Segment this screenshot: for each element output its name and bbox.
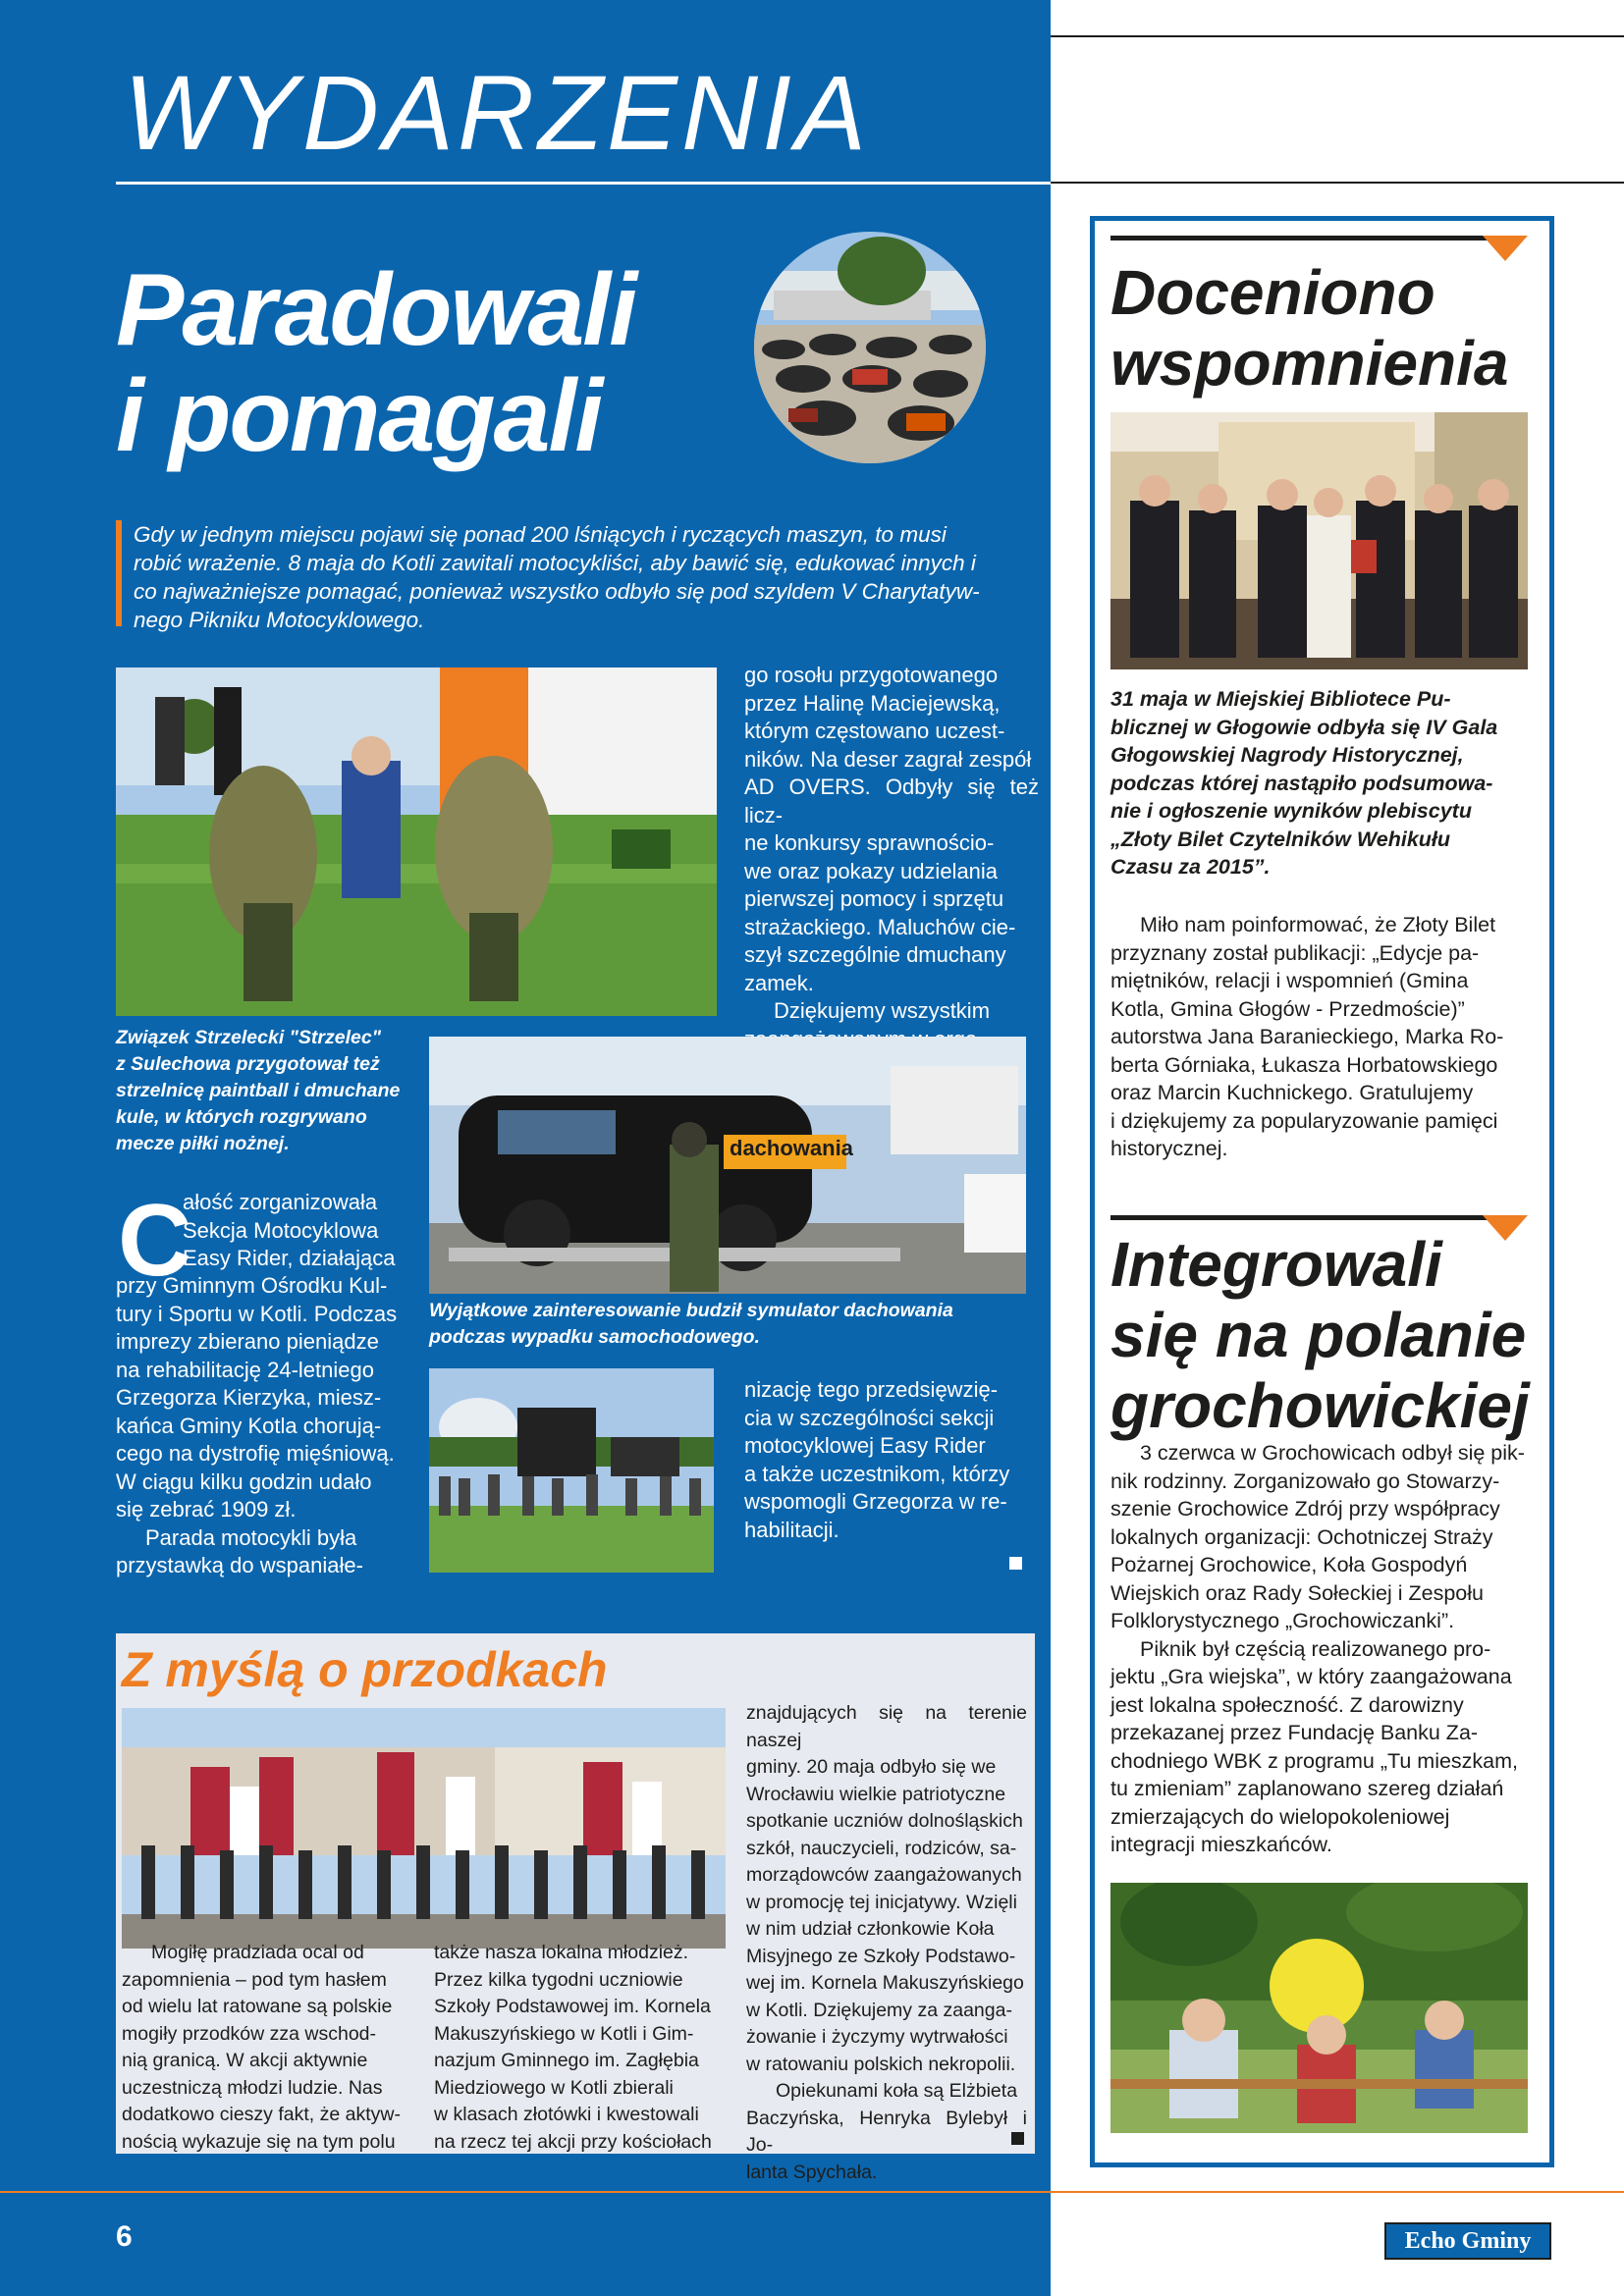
headline-line-1: Paradowali xyxy=(116,253,636,367)
parade-crowd-photo xyxy=(429,1368,714,1573)
text-line: przez Halinę Maciejewską, xyxy=(744,690,1001,716)
caption-line: mecze piłki nożnej. xyxy=(116,1133,290,1154)
page-number: 6 xyxy=(116,2220,133,2253)
text-line: zapomnienia – pod tym hasłem xyxy=(122,1968,387,1991)
text-line: dodatkowo cieszy fakt, że aktyw- xyxy=(122,2104,401,2125)
text-line: nazjum Gminnego im. Zagłębia xyxy=(434,2050,699,2071)
text-line: Grzegorza Kierzyka, miesz- xyxy=(116,1385,382,1410)
text-line: w ratowaniu polskich nekropolii. xyxy=(746,2053,1016,2075)
text-line: się zebrać 1909 zł. xyxy=(116,1497,297,1522)
text-line: lokalnych organizacji: Ochotniczej Straży xyxy=(1110,1524,1493,1549)
title-line: wspomnienia xyxy=(1110,328,1509,399)
text-line: Easy Rider, działająca xyxy=(183,1246,396,1270)
text-line: we oraz pokazy udzielania xyxy=(744,858,999,883)
text-line: przystawką do wspaniałe- xyxy=(116,1553,363,1577)
caption-line: podczas której nastąpiło podsumowa- xyxy=(1110,771,1493,795)
text-line: pierwszej pomocy i sprzętu xyxy=(744,886,1004,911)
text-line: którym częstowano uczest- xyxy=(744,719,1005,743)
text-line: w promocję tej inicjatywy. Wzięli xyxy=(746,1891,1017,1913)
text-line: motocyklowej Easy Rider xyxy=(744,1433,986,1458)
text-line: przy Gminnym Ośrodku Kul- xyxy=(116,1273,388,1298)
caption-line: 31 maja w Miejskiej Bibliotece Pu- xyxy=(1110,687,1451,711)
text-line: na rzecz tej akcji przy kościołach xyxy=(434,2130,712,2153)
caption-line: blicznej w Głogowie odbyła się IV Gala xyxy=(1110,715,1498,739)
text-line: Opiekunami koła są Elżbieta xyxy=(776,2080,1018,2102)
title-line: Integrowali xyxy=(1110,1229,1442,1300)
text-line: Miedziowego w Kotli zbierali xyxy=(434,2076,674,2099)
text-line: kańca Gminy Kotla chorują- xyxy=(116,1413,382,1438)
text-line: Folklorystycznego „Grochowiczanki”. xyxy=(1110,1609,1455,1632)
text-line: Miło nam poinformować, że Złoty Bilet xyxy=(1140,913,1496,936)
caption-line: z Sulechowa przygotował też xyxy=(116,1053,380,1075)
article-2-column-3 xyxy=(746,1700,1027,2186)
text-line: nik rodzinny. Zorganizowało go Stowarzy- xyxy=(1110,1468,1500,1493)
article-title: Z myślą o przodkach xyxy=(122,1642,608,1697)
article-headline xyxy=(116,253,744,473)
photo-caption xyxy=(429,1298,1038,1351)
text-line: ałość zorganizowała xyxy=(183,1190,378,1214)
text-line: habilitacji. xyxy=(744,1517,839,1542)
sidebar-story-body xyxy=(1110,1439,1528,1859)
headline-line-2: i pomagali xyxy=(116,359,602,473)
top-right-rule xyxy=(1051,35,1624,37)
text-line: także nasza lokalna młodzież. xyxy=(434,1942,689,1963)
text-line: lanta Spychała. xyxy=(746,2161,878,2183)
text-line: Sekcja Motocyklowa xyxy=(183,1217,379,1243)
text-line: zmierzających do wielopokoleniowej xyxy=(1110,1804,1450,1829)
text-line: tury i Sportu w Kotli. Podczas xyxy=(116,1301,398,1326)
publication-brand-logo: Echo Gminy Kotla xyxy=(1384,2222,1551,2260)
title-line: Doceniono xyxy=(1110,257,1435,328)
text-line: wspomogli Grzegorza w re- xyxy=(744,1489,1007,1514)
text-line: integracji mieszkańców. xyxy=(1110,1833,1332,1856)
article-column-1-intro xyxy=(183,1189,414,1273)
text-line: w klasach złotówki i kwestowali xyxy=(434,2104,699,2125)
text-line: ne konkursy sprawnościo- xyxy=(744,830,995,855)
text-line: Piknik był częścią realizowanego pro- xyxy=(1140,1636,1491,1661)
text-line: nizację tego przedsięwzię- xyxy=(744,1377,999,1402)
text-line: szenie Grochowice Zdrój przy współpracy xyxy=(1110,1497,1500,1521)
text-line: strażackiego. Maluchów cie- xyxy=(744,914,1016,939)
text-line: Misyjnego ze Szkoły Podstawo- xyxy=(746,1945,1016,1967)
text-line: Szkoły Podstawowej im. Kornela xyxy=(434,1996,711,2017)
article-2-column-1 xyxy=(122,1940,405,2156)
motorcycles-circle-photo xyxy=(754,232,986,463)
text-line: przyznany został publikacji: „Edycje pa- xyxy=(1110,940,1480,965)
article-lead xyxy=(134,520,1037,634)
text-line: Makuszyńskiego w Kotli i Gim- xyxy=(434,2022,694,2045)
text-line: zamek. xyxy=(744,970,814,995)
simulator-sign: dachowania xyxy=(730,1136,853,1160)
text-line: W ciągu kilku godzin udało xyxy=(116,1468,372,1494)
text-line: żowanie i życzymy wytrwałości xyxy=(746,2026,1008,2048)
text-line: cia w szczególności sekcji xyxy=(744,1405,995,1430)
family-picnic-photo xyxy=(1110,1883,1528,2133)
text-line: Wrocławiu wielkie patriotyczne xyxy=(746,1783,1006,1805)
text-line: spotkanie uczniów dolnośląskich xyxy=(746,1810,1023,1832)
article-2-column-2 xyxy=(434,1940,719,2156)
text-line: miętników, relacji i wspomnień (Gmina xyxy=(1110,969,1469,992)
sidebar-story-title xyxy=(1110,1229,1533,1441)
text-line: autorstwa Jana Baranieckiego, Marka Ro- xyxy=(1110,1025,1504,1048)
text-line: Dziękujemy wszystkim xyxy=(774,998,991,1023)
title-line: się na polanie xyxy=(1110,1300,1527,1370)
text-line: oraz Marcin Kuchnickego. Gratulujemy xyxy=(1110,1081,1474,1104)
text-line: tu zmieniam” zaplanowano szereg działań xyxy=(1110,1777,1504,1800)
sidebar-story-body xyxy=(1110,911,1528,1163)
end-of-article-mark xyxy=(1011,2132,1024,2145)
lead-line: co najważniejsze pomagać, ponieważ wszystko odbyło się pod szyldem V Charytatyw- xyxy=(134,579,980,604)
footer-rule xyxy=(0,2191,1624,2193)
caption-line: kule, w których rozgrywano xyxy=(116,1106,367,1128)
caption-line: Głogowskiej Nagrody Historycznej, xyxy=(1110,743,1464,767)
text-line: Pożarnej Grochowice, Koła Gospodyń xyxy=(1110,1553,1468,1576)
caption-line: podczas wypadku samochodowego. xyxy=(429,1326,760,1348)
title-line: grochowickiej xyxy=(1110,1370,1530,1441)
text-line: jektu „Gra wiejska”, w który zaangażowana xyxy=(1110,1665,1512,1688)
flag-ceremony-photo xyxy=(122,1708,726,1949)
text-line: AD OVERS. Odbyły się też licz- xyxy=(744,774,1039,828)
end-of-article-mark xyxy=(1009,1557,1022,1570)
text-line: w nim udział członkowie Koła xyxy=(746,1918,995,1940)
text-line: go rosołu przygotowanego xyxy=(744,663,999,687)
text-line: a także uczestnikom, którzy xyxy=(744,1461,1010,1486)
photo-caption xyxy=(116,1025,430,1157)
lead-line: Gdy w jednym miejscu pojawi się ponad 200 lśniących i ryczących maszyn, to musi xyxy=(134,522,947,547)
text-line: jest lokalna społeczność. Z darowizny xyxy=(1110,1692,1464,1717)
text-line: od wielu lat ratowane są polskie xyxy=(122,1996,393,2017)
caption-line: strzelnicę paintball i dmuchane xyxy=(116,1080,401,1101)
sidebar-divider xyxy=(1110,236,1493,240)
rollover-simulator-photo xyxy=(429,1037,1026,1294)
text-line: i dziękujemy za popularyzowanie pamięci xyxy=(1110,1108,1498,1133)
text-line: Kotla, Gmina Głogów - Przedmoście)” xyxy=(1110,996,1465,1021)
text-line: Wiejskich oraz Rady Sołeckiej i Zespołu xyxy=(1110,1580,1484,1605)
gala-ceremony-photo xyxy=(1110,412,1528,669)
text-line: cego na dystrofię mięśniową. xyxy=(116,1441,395,1466)
text-line: ników. Na deser zagrał zespół xyxy=(744,746,1032,772)
lead-line: nego Pikniku Motocyklowego. xyxy=(134,608,425,632)
top-right-rule-2 xyxy=(1051,182,1624,184)
caption-line: Związek Strzelecki "Strzelec" xyxy=(116,1027,381,1048)
text-line: morządowców zaangażowanych xyxy=(746,1864,1022,1886)
text-line: Przez kilka tygodni uczniowie xyxy=(434,1968,683,1991)
text-line: imprezy zbierano pieniądze xyxy=(116,1329,379,1354)
text-line: gminy. 20 maja odbyło się we xyxy=(746,1756,997,1778)
text-line: wej im. Kornela Makuszyńskiego xyxy=(746,1972,1024,1994)
article-column-3-bottom xyxy=(744,1376,1039,1544)
text-line: Baczyńska, Henryka Bylebył i Jo- xyxy=(746,2107,1027,2156)
text-line: 3 czerwca w Grochowicach odbył się pik- xyxy=(1140,1441,1525,1465)
text-line: uczestniczą młodzi ludzie. Nas xyxy=(122,2076,383,2099)
caption-line: nie i ogłoszenie wyników plebiscytu xyxy=(1110,799,1472,823)
photo-caption xyxy=(1110,685,1528,881)
text-line: berta Górniaka, Łukasza Horbatowskiego xyxy=(1110,1052,1498,1077)
text-line: przekazanej przez Fundację Banku Za- xyxy=(1110,1721,1479,1744)
section-title: WYDARZENIA xyxy=(124,53,871,172)
text-line: znajdujących się na terenie naszej xyxy=(746,1702,1027,1751)
soldiers-photo xyxy=(116,667,717,1016)
article-column-1 xyxy=(116,1272,414,1580)
text-line: na rehabilitację 24-letniego xyxy=(116,1357,374,1382)
lead-accent-bar xyxy=(116,520,122,626)
caption-line: Wyjątkowe zainteresowanie budził symulator dachowania xyxy=(429,1300,953,1321)
sidebar-story-title xyxy=(1110,257,1533,399)
text-line: historycznej. xyxy=(1110,1137,1228,1160)
text-line: Parada motocykli była xyxy=(145,1524,357,1550)
caption-line: „Złoty Bilet Czytelników Wehikułu xyxy=(1110,827,1451,851)
text-line: w Kotli. Dziękujemy za zaanga- xyxy=(746,1999,1012,2021)
section-divider xyxy=(116,182,1051,185)
lead-line: robić wrażenie. 8 maja do Kotli zawitali motocykliści, aby bawić się, edukować innych i xyxy=(134,551,976,575)
text-line: nością wykazuje się na tym polu xyxy=(122,2130,396,2153)
text-line: szkół, nauczycieli, rodziców, sa- xyxy=(746,1837,1017,1859)
text-line: szył szczególnie dmuchany xyxy=(744,942,1006,967)
article-column-3-top xyxy=(744,662,1039,1053)
text-line: chodniego WBK z programu „Tu mieszkam, xyxy=(1110,1748,1519,1773)
text-line: mogiły przodków zza wschod- xyxy=(122,2022,377,2045)
caption-line: Czasu za 2015”. xyxy=(1110,855,1271,879)
text-line: nią granicą. W akcji aktywnie xyxy=(122,2050,368,2071)
text-line: Mogiłę pradziada ocal od xyxy=(151,1942,364,1963)
drop-cap: C xyxy=(118,1184,192,1298)
sidebar-divider xyxy=(1110,1215,1493,1220)
